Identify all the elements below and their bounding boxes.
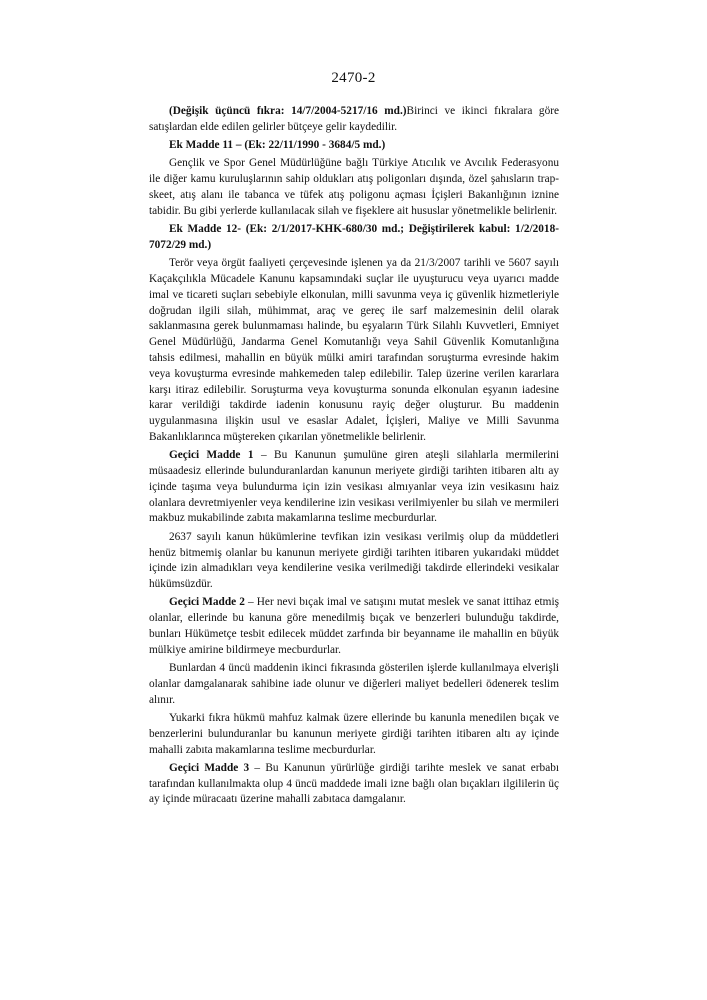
gecici-madde-3-text: – Bu Kanunun yürürlüğe girdiği tarihte meslek ve sanat erbabı tarafından kullanılmakta olup 4 üncü maddede imali izne bağlı olan bıçakları ilgililerin üç ay içinde müracaatı üzerine mahalli zabıtaca damgalanır.	[149, 761, 560, 806]
amendment-label: (Değişik üçüncü fıkra: 14/7/2004-5217/16 md.)	[169, 105, 407, 117]
paragraph-ek-madde-11: Gençlik ve Spor Genel Müdürlüğüne bağlı Türkiye Atıcılık ve Avcılık Federasyonu ile diğer kamu kuruluşlarının sahip oldukları atış poligonları dışında, özel şahısların trap-skeet, atış alanı ile tabanca ve tüfek atış poligonu açması İçişleri Bakanlığının iznine tabidir. Bu gibi yerlerde kullanılacak silah ve fişeklere ait hususlar yönetmelikle belirlenir.	[149, 157, 559, 217]
gecici-madde-2-text: – Her nevi bıçak imal ve satışını mutat meslek ve sanat ittihaz etmiş olanlar, ellerinde bu kanuna göre menedilmiş bıçak ve benzerleri bulunduğu takdirde, bunları Hükümetçe tesbit edilecek müddet zarfında bir beyanname ile mahallin en büyük mülkiye amirine bildirmeye mecburdurlar.	[149, 596, 559, 656]
paragraph-amendment-note	[149, 104, 559, 136]
page-number: 2470-2	[331, 70, 376, 86]
amendment-text: Birinci ve ikinci fıkralara göre satışlardan elde edilen gelirler bütçeye gelir kaydedilir.	[149, 105, 559, 133]
paragraph-bunlardan: Bunlardan 4 üncü maddenin ikinci fıkrasında gösterilen işlerde kullanılmaya elverişli olanlar damgalanarak sahibine iade olunur ve diğerleri maliyet bedelleri ödenerek teslim alınır.	[149, 662, 559, 706]
paragraph-gecici-madde-3	[149, 761, 559, 808]
heading-ek-madde-12: Ek Madde 12- (Ek: 2/1/2017-KHK-680/30 md.; Değiştirilerek kabul: 1/2/2018-7072/29 md.)	[149, 223, 559, 251]
gecici-madde-2-label: Geçici Madde 2	[169, 596, 245, 609]
gecici-madde-1-label: Geçici Madde 1	[169, 449, 254, 462]
paragraph-gecici-madde-1	[149, 448, 559, 527]
heading-ek-madde-11: Ek Madde 11 – (Ek: 22/11/1990 - 3684/5 md.)	[169, 139, 386, 152]
paragraph-gecici-madde-2	[149, 595, 559, 658]
paragraph-ek-madde-12: Terör veya örgüt faaliyeti çerçevesinde işlenen ya da 21/3/2007 tarihli ve 5607 sayılı Kaçakçılıkla Mücadele Kanunu kapsamındaki suçlar ile uyuşturucu veya uyarıcı madde imal ve ticareti suçları sebebiyle elkonulan, milli savunma veya iç güvenlik hizmetleriyle doğrudan ilgili silah, mühimmat, araç ve gereç ile sarf malzemesinin delil olarak saklanmasına gerek bulunmaması halinde, bu eşyaların Türk Silahlı Kuvvetleri, Emniyet Genel Müdürlüğü, Jandarma Genel Komutanlığı veya Sahil Güvenlik Komutanlığına tahsis edilmesi, mahallin en büyük mülki amiri tarafından soruşturma evresinde hakim veya kovuşturma evresinde mahkemeden talep edilebilir. Talep üzerine verilen kararlara karşı itiraz edilebilir. Soruşturma veya kovuşturma sonunda elkonulan eşyanın iadesine karar verildiği takdirde iadenin konusunu rayiç değer oluşturur. Bu maddenin uygulanmasına ilişkin usul ve esaslar Adalet, İçişleri, Maliye ve Milli Savunma Bakanlıklarınca müştereken çıkarılan yönetmelikle belirlenir.	[149, 257, 559, 443]
paragraph-2637: 2637 sayılı kanun hükümlerine tevfikan izin vesikası verilmiş olup da müddetleri henüz bitmemiş olanlar bu kanunun meriyete girdiği tarihten itibaren yukarıdaki müddet içinde izin almadıkları veya kendilerine vesika verilmediği takdirde ellerindeki vesikalar hükümsüzdür.	[149, 530, 559, 591]
gecici-madde-1-text: – Bu Kanunun şumulüne giren ateşli silahlarla mermilerini müsaadesiz ellerinde bulunduranlardan kanunun meriyete girdiği tarihten itibaren altı ay içinde taşıma veya bulundurma için izin vesikası almıyanlar veya izin vesikasını haiz olanlara devretmiyenler veya kendilerine izin vesikası verilmiyenler bu silah ve mermileri makbuz mukabilinde zabıta makamlarına teslime mecburdurlar.	[149, 449, 559, 525]
document-body	[149, 104, 559, 811]
gecici-madde-3-label: Geçici Madde 3	[169, 761, 250, 774]
paragraph-yukarki: Yukarki fıkra hükmü mahfuz kalmak üzere ellerinde bu kanunla menedilen bıçak ve benzerlerini bulunduranlar bu kanunun meriyete girdiği tarihten itibaren altı ay içinde mahalli zabıta makamlarına teslime mecburdurlar.	[149, 711, 559, 756]
